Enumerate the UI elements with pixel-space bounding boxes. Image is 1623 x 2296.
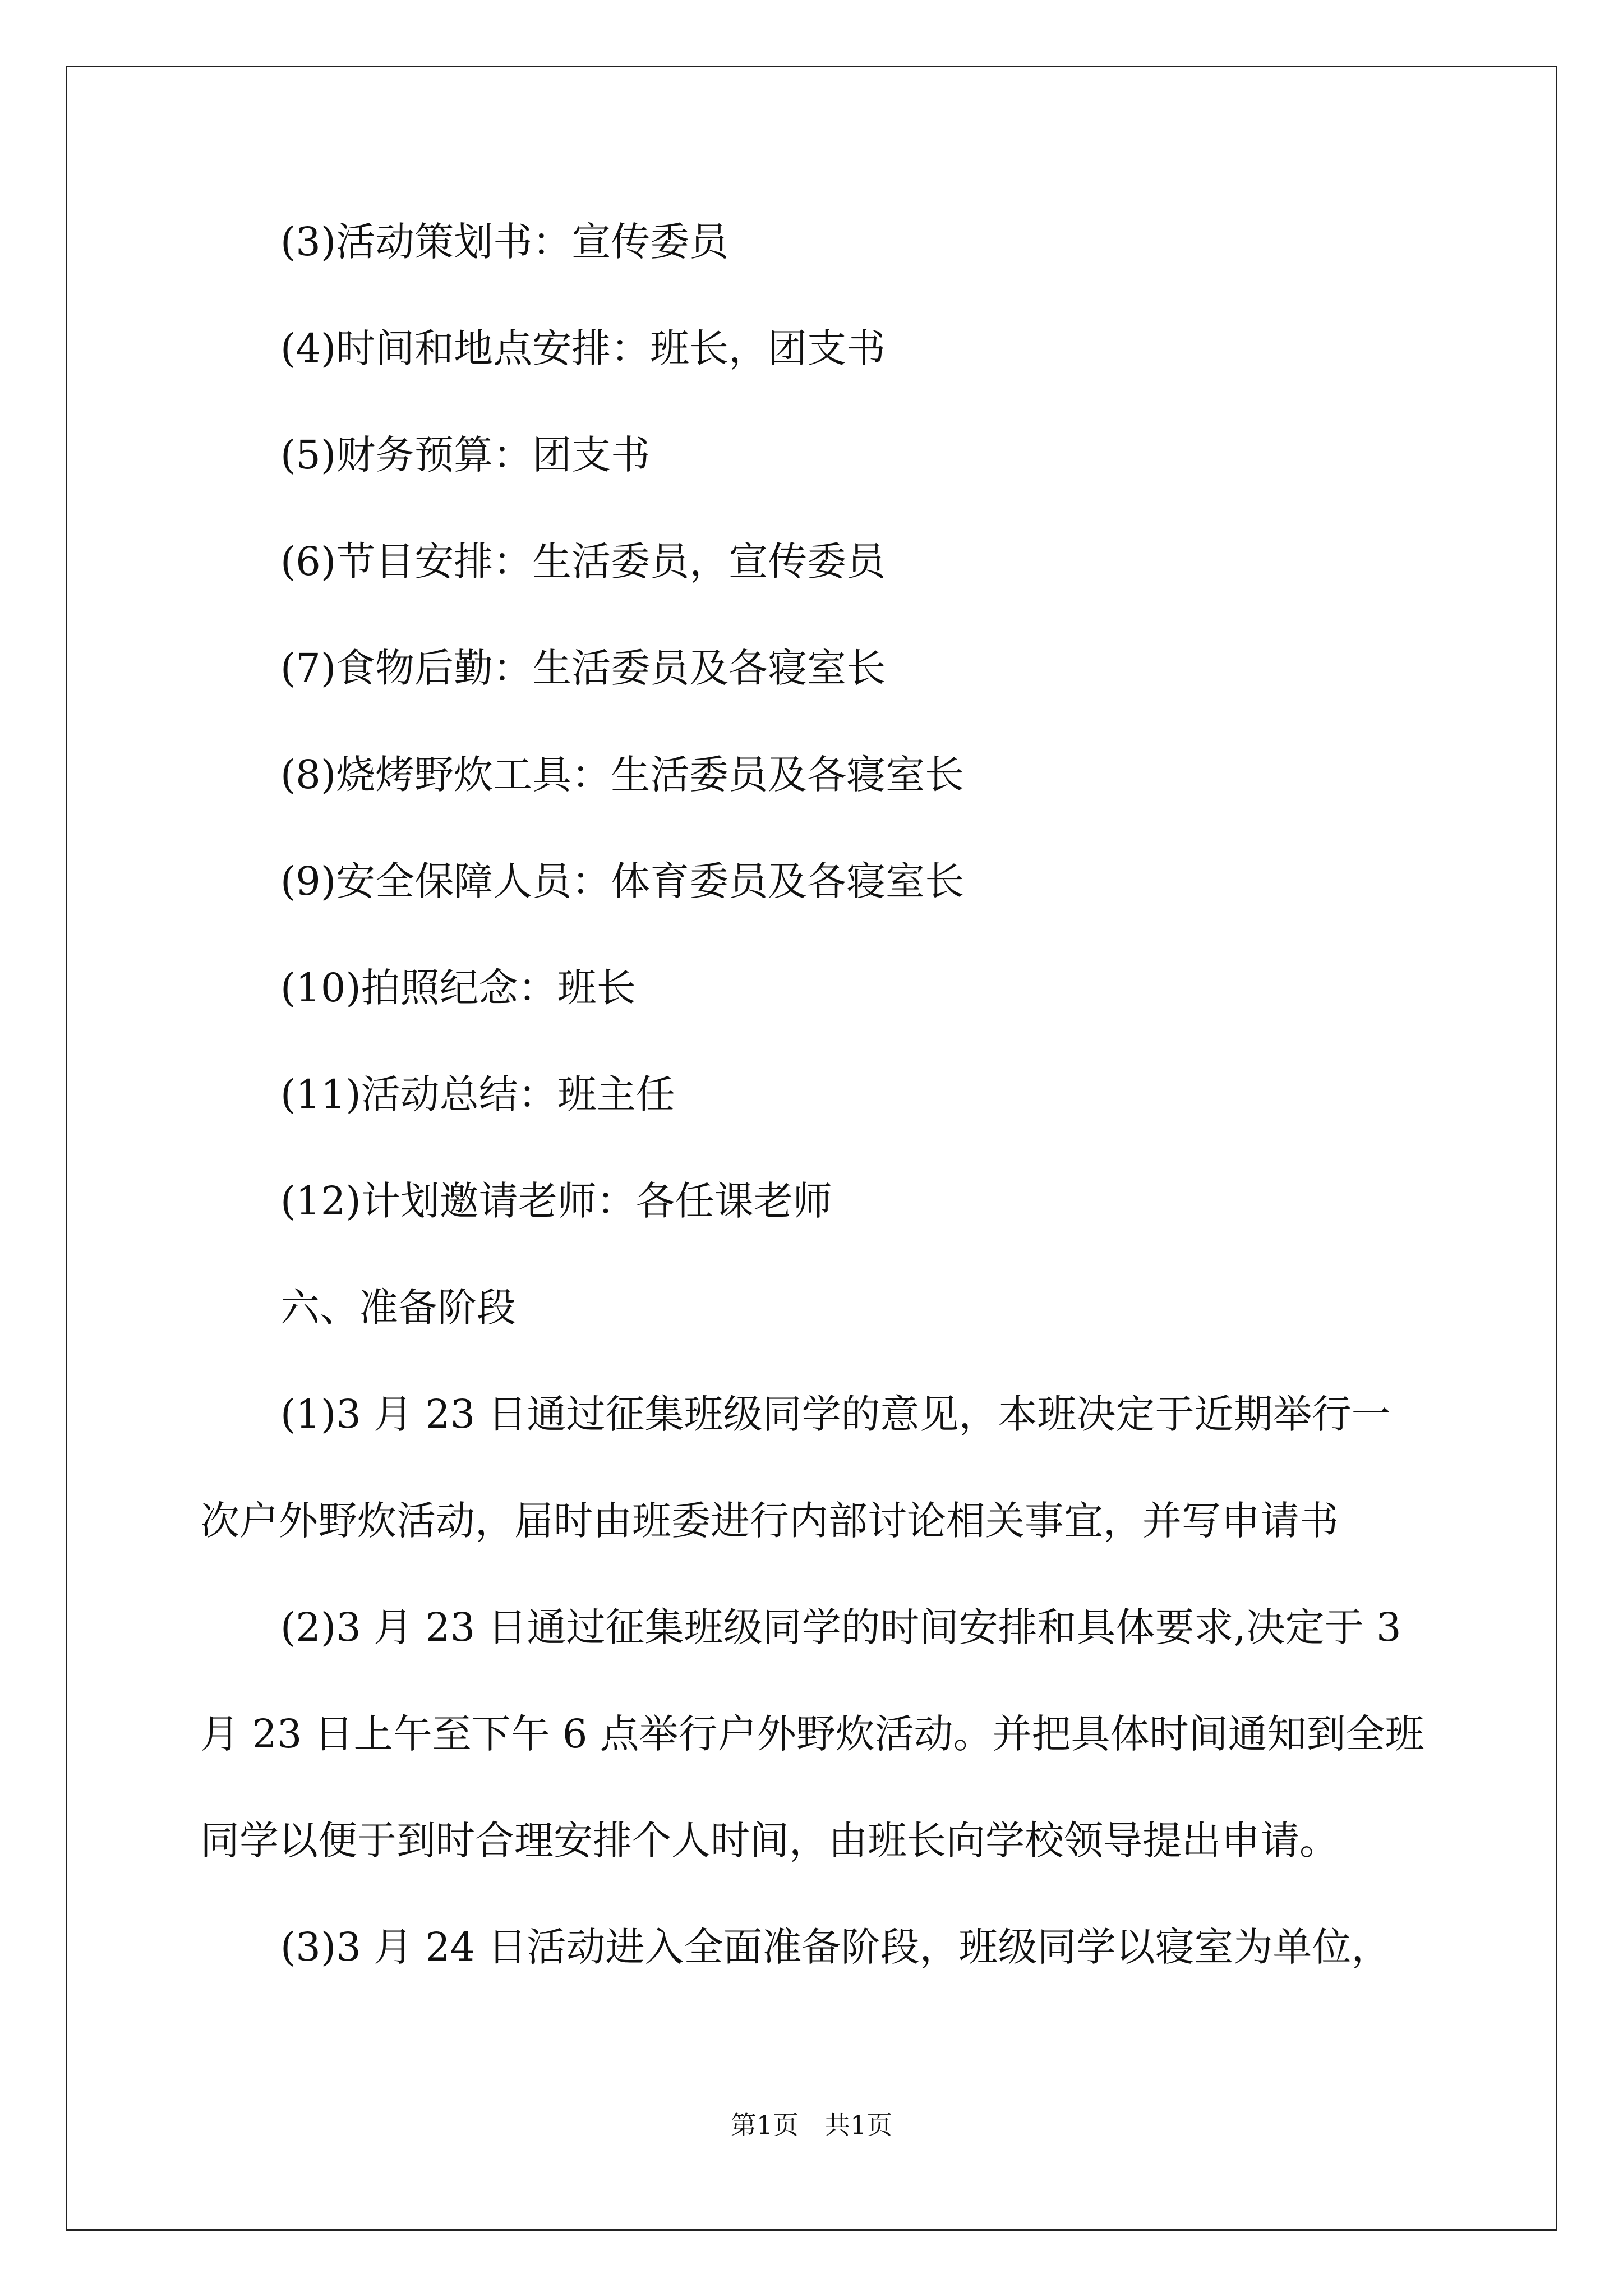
list-item: (9)安全保障人员：体育委员及各寝室长: [280, 858, 965, 904]
paragraph-line: 同学以便于到时合理安排个人时间，由班长向学校领导提出申请。: [200, 1818, 1339, 1864]
paragraph-line: (2)3 月 23 日通过征集班级同学的时间安排和具体要求,决定于 3: [280, 1604, 1401, 1650]
section-heading: 六、准备阶段: [280, 1285, 516, 1331]
paragraph-line: (3)3 月 24 日活动进入全面准备阶段，班级同学以寝室为单位，: [280, 1924, 1391, 1970]
list-item: (10)拍照纪念：班长: [280, 965, 636, 1011]
list-item: (12)计划邀请老师：各任课老师: [280, 1178, 832, 1224]
paragraph-line: 次户外野炊活动，届时由班委进行内部讨论相关事宜，并写申请书: [200, 1498, 1339, 1544]
list-item: (8)烧烤野炊工具：生活委员及各寝室长: [280, 752, 965, 798]
page-footer: 第1页 共1页: [730, 2110, 893, 2140]
list-item: (3)活动策划书：宣传委员: [280, 219, 729, 265]
list-item: (5)财务预算：团支书: [280, 432, 651, 478]
list-item: (6)节目安排：生活委员，宣传委员: [280, 539, 886, 585]
document-body: [200, 215, 1434, 1974]
list-item: (7)食物后勤：生活委员及各寝室长: [280, 645, 886, 691]
list-item: (11)活动总结：班主任: [280, 1071, 675, 1117]
list-item: (4)时间和地点安排：班长，团支书: [280, 325, 886, 371]
paragraph-line: (1)3 月 23 日通过征集班级同学的意见，本班决定于近期举行一: [280, 1391, 1391, 1437]
paragraph-line: 月 23 日上午至下午 6 点举行户外野炊活动。并把具体时间通知到全班: [200, 1711, 1424, 1757]
